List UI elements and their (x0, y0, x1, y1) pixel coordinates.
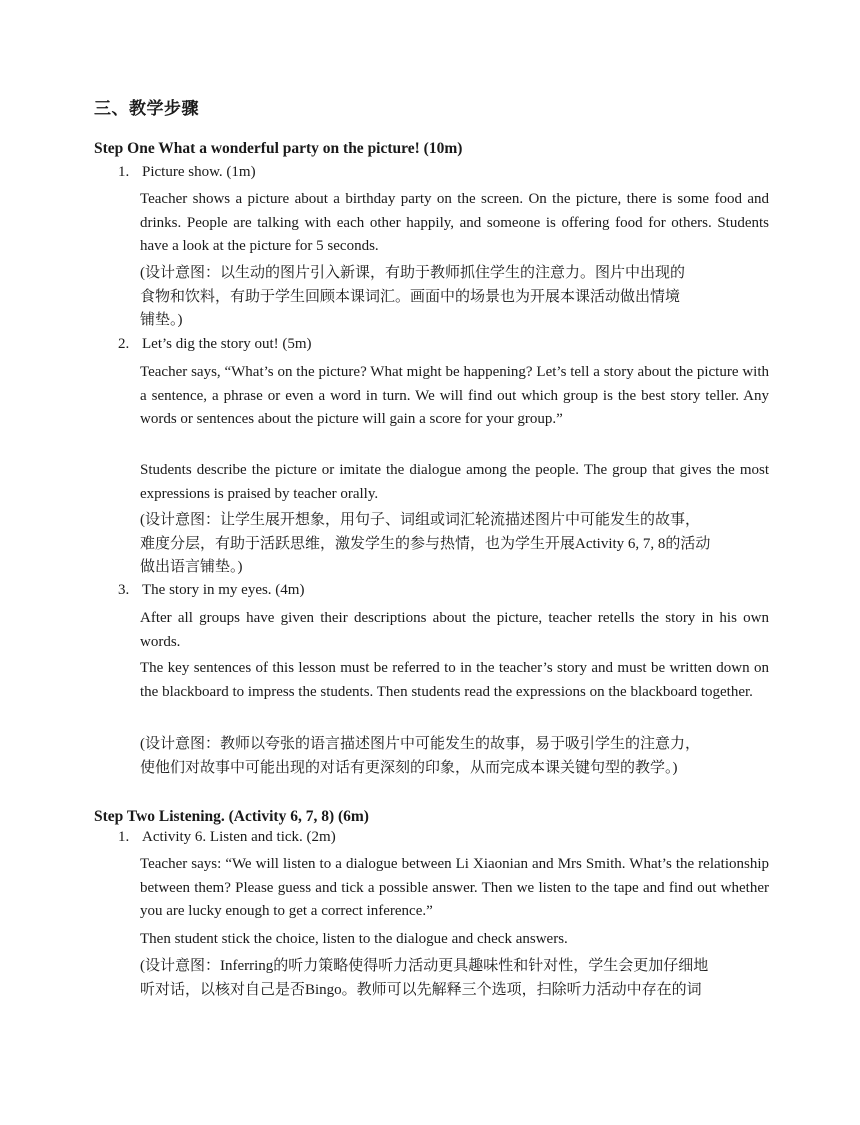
step-two-item-1-design-intent (140, 955, 769, 1002)
step-two-item-1-title (118, 829, 336, 846)
item-title-text: Activity 6. Listen and tick. (2m) (142, 829, 336, 845)
step-two-item-1-students: Then student stick the choice, listen to the dialogue and check answers. (140, 931, 568, 947)
step-one-item-2-title (118, 336, 312, 353)
step-one-item-1-design-intent (140, 262, 769, 333)
step-two-title: Step Two Listening. (Activity 6, 7, 8) (6m) (94, 808, 369, 825)
design-intent-line: 做出语言铺垫。) (140, 559, 243, 575)
step-one-item-2-design-intent (140, 509, 769, 580)
item-number: 2. (118, 336, 130, 352)
design-intent-line: 使他们对故事中可能出现的对话有更深刻的印象，从而完成本课关键句型的教学。) (140, 759, 678, 776)
step-one-item-2-description: Teacher says, “What’s on the picture? What might be happening? Let’s tell a story about the picture with a sentence, a phrase or even a word in turn. We will find out which group is the best story teller. Any words or sentences about the picture will gain a score for your group.” (140, 364, 769, 427)
item-title-text: Let’s dig the story out! (5m) (142, 336, 312, 352)
item-number: 1. (118, 164, 130, 180)
step-one-item-1-description: Teacher shows a picture about a birthday party on the screen. On the picture, there is some food and drinks. People are talking with each other happily, and someone is offering food for others. Students have a look at the picture for 5 seconds. (140, 191, 769, 254)
item-title-text: Picture show. (1m) (142, 164, 256, 180)
step-one-item-3-title (118, 582, 304, 599)
step-two-item-1-description: Teacher says: “We will listen to a dialogue between Li Xiaonian and Mrs Smith. What’s the relationship between them? Please guess and tick a possible answer. Then we listen to the tape and find out whether you are lucky enough to get a correct inference.” (140, 856, 769, 919)
design-intent-line: 铺垫。) (140, 312, 183, 328)
item-number: 1. (118, 829, 130, 845)
design-intent-line: 食物和饮料，有助于学生回顾本课词汇。画面中的场景也为开展本课活动做出情境 (140, 288, 681, 305)
design-intent-line: (设计意图：教师以夸张的语言描述图片中可能发生的故事，易于吸引学生的注意力， (140, 736, 700, 752)
step-one-item-1-title (118, 164, 256, 181)
design-intent-line: 听对话，以核对自己是否Bingo。教师可以先解释三个选项，扫除听力活动中存在的词 (140, 981, 702, 998)
step-one-item-2-students: Students describe the picture or imitate the dialogue among the people. The group that gives the most expressions is praised by teacher orally. (140, 462, 769, 502)
design-intent-line: (设计意图：以生动的图片引入新课，有助于教师抓住学生的注意力。图片中出现的 (140, 265, 685, 281)
design-intent-line: (设计意图：让学生展开想象，用句子、词组或词汇轮流描述图片中可能发生的故事， (140, 512, 700, 528)
design-intent-line: 难度分层，有助于活跃思维，激发学生的参与热情，也为学生开展Activity 6, 7, 8的活动 (140, 535, 711, 552)
item-title-text: The story in my eyes. (4m) (142, 582, 305, 598)
section-heading: 三、教学步骤 (94, 99, 199, 119)
design-intent-line: (设计意图：Inferring的听力策略使得听力活动更具趣味性和针对性，学生会更加仔细地 (140, 958, 709, 974)
step-one-title: Step One What a wonderful party on the picture! (10m) (94, 140, 463, 157)
step-one-item-3-key-sentences: The key sentences of this lesson must be referred to in the teacher’s story and must be written down on the blackboard to impress the students. Then students read the expressions on the blackboard together. (140, 660, 769, 700)
step-one-item-3-design-intent (140, 733, 769, 780)
item-number: 3. (118, 582, 130, 598)
step-one-item-3-description: After all groups have given their descriptions about the picture, teacher retells the story in his own words. (140, 610, 769, 650)
